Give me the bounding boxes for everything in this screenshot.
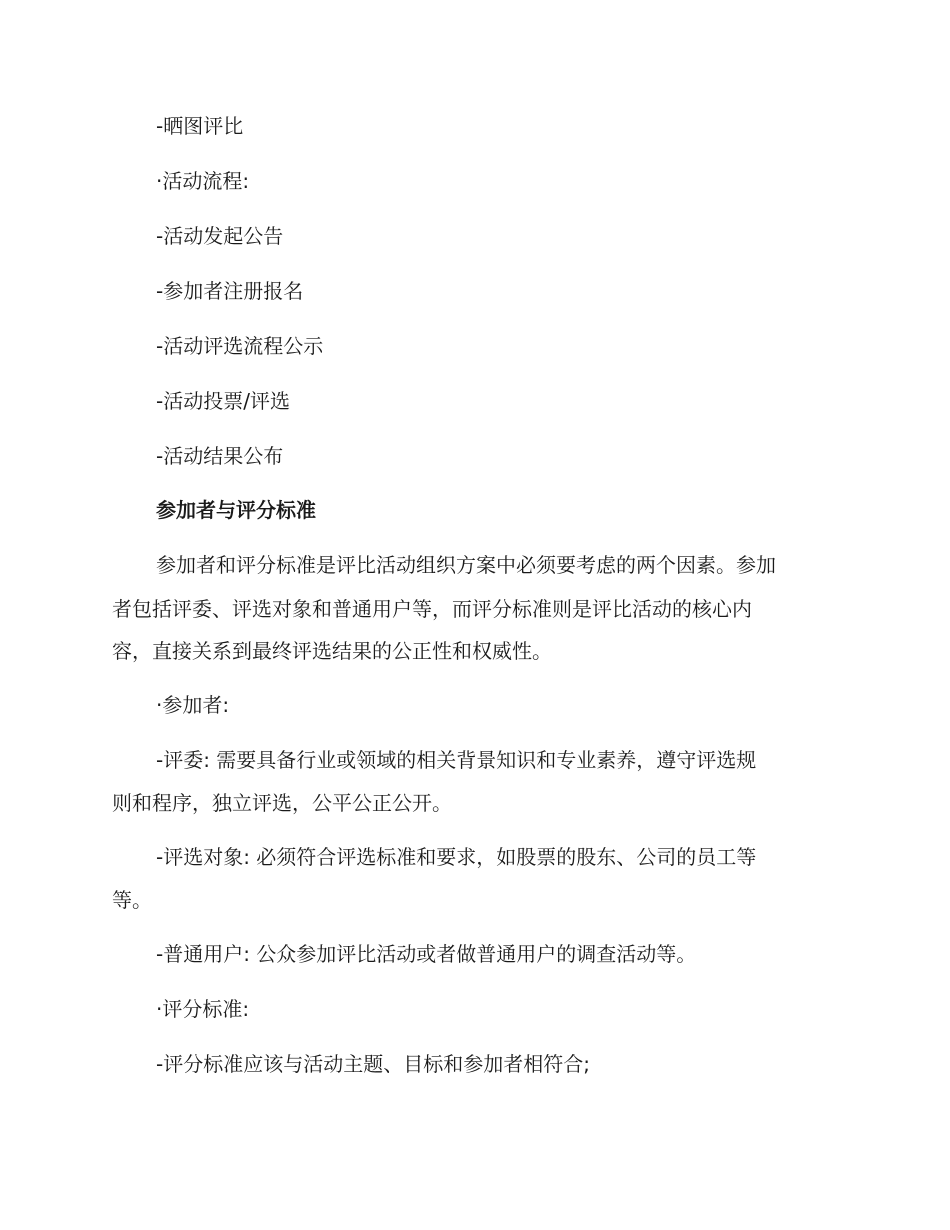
list-item-candidates-continued: 等。 (112, 888, 152, 912)
bullet-scoring-criteria: ·评分标准: (156, 997, 250, 1021)
list-item-registration: -参加者注册报名 (156, 279, 304, 303)
section-heading: 参加者与评分标准 (156, 498, 316, 522)
paragraph-line: 者包括评委、评选对象和普通用户等，而评分标准则是评比活动的核心内 (112, 597, 752, 621)
list-item-voting: -活动投票/评选 (156, 389, 290, 413)
list-item-judges-continued: 则和程序，独立评选，公平公正公开。 (112, 791, 452, 815)
list-item-candidates: -评选对象: 必须符合评选标准和要求，如股票的股东、公司的员工等 (156, 845, 757, 869)
list-item-announcement: -活动发起公告 (156, 224, 284, 248)
list-item-process-publicity: -活动评选流程公示 (156, 334, 324, 358)
list-item-results: -活动结果公布 (156, 444, 284, 468)
list-item-public-users: -普通用户: 公众参加评比活动或者做普通用户的调查活动等。 (156, 942, 697, 966)
paragraph-line: 容，直接关系到最终评选结果的公正性和权威性。 (112, 639, 552, 663)
list-item-judges: -评委: 需要具备行业或领域的相关背景知识和专业素养，遵守评选规 (156, 748, 757, 772)
list-item-criteria-alignment: -评分标准应该与活动主题、目标和参加者相符合; (156, 1052, 590, 1076)
list-item-photo-contest: -晒图评比 (156, 114, 244, 138)
bullet-participants: ·参加者: (156, 693, 230, 717)
bullet-activity-process: ·活动流程: (156, 169, 250, 193)
paragraph-line: 参加者和评分标准是评比活动组织方案中必须要考虑的两个因素。参加 (156, 553, 776, 577)
